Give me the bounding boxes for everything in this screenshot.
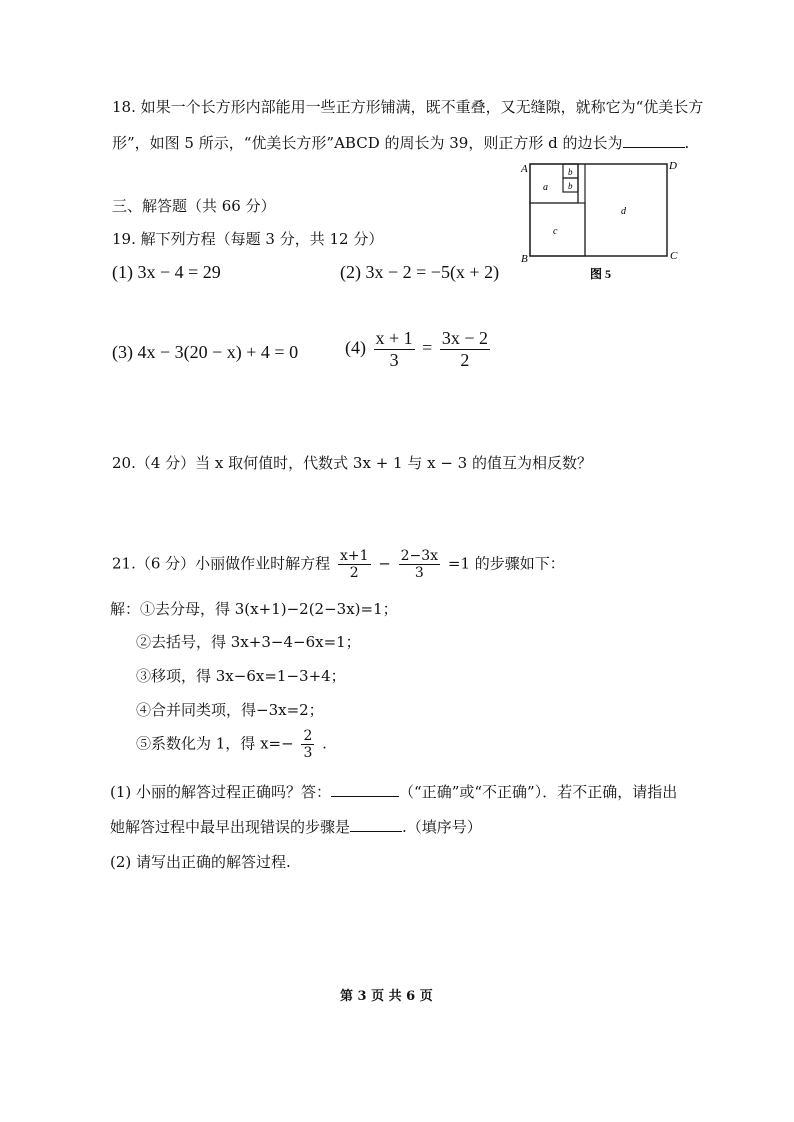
label-D: D [669,160,677,172]
q19-part4-right-fraction [440,328,490,370]
q21-step3: ③移项，得 3x−6x=1−3+4； [136,667,346,685]
fraction-denominator: 2 [460,349,470,370]
q21-sub1-line2 [110,816,482,837]
fraction-numerator: 3x − 2 [441,328,488,348]
rectangle-abcd [530,164,667,256]
label-c: c [553,226,558,237]
q21-sub1-text: (1) 小丽的解答过程正确吗？答： [110,783,332,801]
fraction-denominator: 2 [349,565,359,582]
q19-part4 [345,328,493,370]
section-3-title: 三、解答题（共 66 分） [112,197,276,215]
fraction-numerator: 2−3x [400,548,439,564]
q18-line2-end: . [684,134,690,152]
label-b-top: b [568,167,573,177]
fraction-numerator: x + 1 [375,328,413,348]
equals-sign: = [422,337,433,358]
label-A: A [521,163,528,175]
q21-step5 [136,728,327,761]
fraction-denominator: 3 [414,565,424,582]
figure-caption: 图 5 [590,267,612,281]
square-c [530,203,585,256]
q20-text: 20.（4 分）当 x 取何值时，代数式 3x + 1 与 x − 3 的值互为相反数？ [112,454,592,472]
q21-fraction-2 [399,548,440,581]
q21-sub2: (2) 请写出正确的解答过程. [110,853,291,871]
q21-sub1-line2-end: .（填序号） [402,818,482,836]
q18-line2-text: 形”，如图 5 所示，“优美长方形”ABCD 的周长为 39，则正方形 d 的边长为 [112,134,623,152]
fraction-denominator: 3 [389,349,399,370]
q21-step5-text: ⑤系数化为 1，得 x=− [136,734,294,753]
q21-sub1-line1 [110,781,677,802]
q19-part4-label: (4) [345,337,366,358]
q21-sub1-line2-text: 她解答过程中最早出现错误的步骤是 [110,818,351,836]
q21-sub1-text-b: （“正确”或“不正确”）．若不正确，请指出 [399,783,678,801]
minus-sign: − [378,554,391,573]
q21-step5-fraction [301,728,314,761]
q18-line2 [112,132,689,153]
fraction-numerator: x+1 [339,548,369,564]
q21-step-answer-blank[interactable] [350,830,402,832]
fraction-denominator: 3 [303,745,313,762]
q19-part4-left-fraction [374,328,415,370]
label-b-bottom: b [568,181,573,191]
q21-sub1-answer-blank[interactable] [331,795,399,797]
q21-fraction-1 [338,548,371,581]
q21-step4: ④合并同类项，得−3x=2； [136,701,324,719]
q21-intro-end: =1 的步骤如下： [447,554,565,573]
q21-step1: 解：①去分母，得 3(x+1)−2(2−3x)=1； [110,600,398,618]
figure-5 [515,158,685,283]
fraction-numerator: 2 [303,728,313,744]
q19-part3: (3) 4x − 3(20 − x) + 4 = 0 [112,342,299,362]
q18-answer-blank[interactable] [623,146,685,148]
q18-line1: 18. 如果一个长方形内部能用一些正方形铺满，既不重叠，又无缝隙，就称它为“优美长方 [112,98,704,116]
label-C: C [670,250,678,262]
label-d: d [621,206,626,217]
q21-intro [112,548,565,581]
q19-part1: (1) 3x − 4 = 29 [112,262,221,282]
page-footer: 第 3 页 共 6 页 [340,989,433,1004]
q19-title: 19. 解下列方程（每题 3 分，共 12 分） [112,230,384,248]
q21-intro-text: 21.（6 分）小丽做作业时解方程 [112,554,331,573]
label-B: B [521,253,528,265]
label-a: a [543,182,548,193]
q21-step5-end: . [322,734,327,753]
q19-part2: (2) 3x − 2 = −5(x + 2) [340,262,500,282]
q21-step2: ②去括号，得 3x+3−4−6x=1； [136,633,361,651]
